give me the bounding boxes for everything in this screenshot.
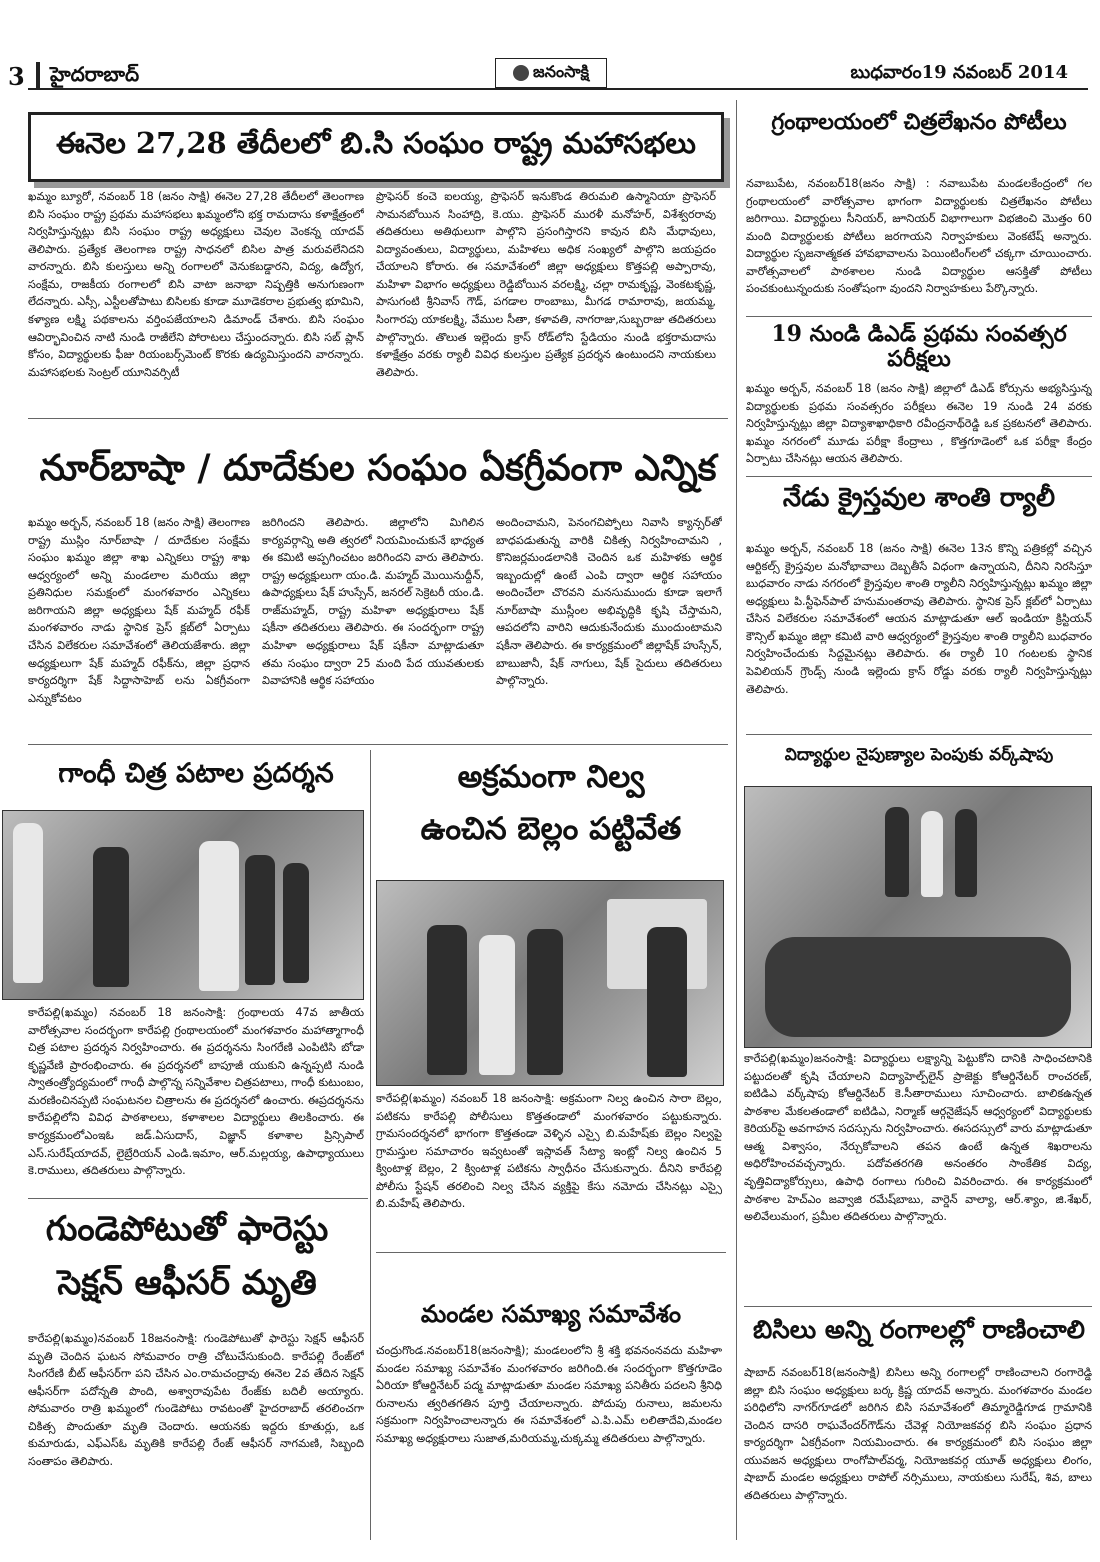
article-bc-all-body: షాబాద్ నవంబర్18(జనంసాక్షి) బిసిలు అన్ని రంగాలల్లో రాణించాలని రంగారెడ్డి జిల్లా బిసి సంఘం అధ్యక్షులు బర్క క్రిష్ణ యాదవ్ అన్నారు. మంగళవారం మండల పరిధిలోని నాగర్‌గూడలో జరిగిన బిసి సమావేశంలో తిమ్మారెడ్డిగూడ గ్రామానికి చెందిన దాసరి రాఘవేందర్‌గౌడ్‌ను చేవెళ్ల నియోజకవర్గ బిసి సంఘం ప్రధాన కార్యదర్శిగా ఏకగ్రీవంగా నియమించారు. ఈ కార్యక్రమంలో బిసి సంఘం జిల్లా యువజన అధ్యక్షులు రాంగోపాల్‌వర్మ, నియోజకవర్గ యూత్ అధ్యక్షులు లింగం, షాబాద్ మండల అధ్యక్షులు రాపోల్ నర్సిములు, నాయకులు సురేష్, శివ, బాలు తదితరులు పాల్గొన్నారు. (744, 1366, 1092, 1503)
article-bc-sabha-col1: ఖమ్మం బ్యూరో, నవంబర్ 18 (జనం సాక్షి) ఈనెల 27,28 తేదీలలో తెలంగాణ బిసి సంఘం రాష్ట్ర ప్రథమ మహాసభలు ఖమ్మంలోని భక్త రామదాసు కళాక్షేత్రంలో నిర్వహిస్తున్నట్లు బిసి సంఘం రాష్ట్ర అధ్యక్షులు చెవుల వెంకన్న యాదవ్ తెలిపారు. ప్రత్యేక తెలంగాణ రాష్ట్ర సాధనలో బిసిల పాత్ర మరువలేనిదని వారన్నారు. బిసి కులస్తులు అన్ని రంగాలలో వెనుకబడ్డారని, విద్య, ఉద్యోగ, సంక్షేమ, రాజకీయ రంగాలలో బిసి వాటా జనాభా నిష్పత్తికి అనుగుణంగా లేదన్నారు. ఎస్సీ, ఎస్టీలతోపాటు బిసిలకు కూడా మూడెకరాల ప్రభుత్వ భూమిని, కళ్యాణ లక్ష్మి పథకాలను వర్తింపజేయాలని డిమాండ్ చేశారు. బిసి సంఘం ఆవిర్భావించిన నాటి నుండి రాజీలేని పోరాటలు చేస్తుందన్నారు. బిసి సబ్ ప్లాన్ కోసం, విద్యార్థులకు ఫీజు రియంబర్స్‌మెంట్ కొరకు ఉద్యమిస్తుందని వారన్నారు. మహాసభలకు సెంట్రల్ యూనివర్సిటీ (28, 190, 364, 379)
column-divider (370, 750, 371, 1540)
headline-library: గ్రంథాలయంలో చిత్రలేఖనం పోటీలు (771, 109, 1067, 135)
photo-person (93, 847, 129, 987)
headline-gandhi-exhibition: గాంధీ చిత్ర పటాల ప్రదర్శన (58, 758, 334, 789)
article-library-body: నవాబుపేట, నవంబర్18(జనం సాక్షి) : నవాబుపేట మండలకేంద్రంలో గల గ్రంథాలయంలో వారోత్సవాల భాగంగా విద్యార్థులకు చిత్రలేఖనం పోటీలు జరిగాయి. విద్యార్థులు సీనియర్, జూనియర్ విభాగాలుగా విభజించి మొత్తం 60 మంది విద్యార్థులకు పోటీలు జరగాయని నిర్వాహకులు వెంకటేష్ అన్నారు. విద్యార్థుల సృజనాత్మకత హావభావాలను పెయింటింగ్‌లలో చక్కగా చూయించారు. వారోత్సవాలలో పాఠశాలల నుండి విద్యార్థుల ఆసక్తితో పోటీలు పంచకుంటున్నందుకు సంతోషంగా వుందని నిర్వాహకులు పేర్కొన్నారు. (746, 177, 1092, 296)
article-mandal-body: చంద్రుగొండ.నవంబర్18(జనంసాక్షి); మండలంలోని శ్రీ శక్తి భవనంనవదు మహిళా మండల సమాఖ్య సమావేశం మంగళవారం జరిగింది.ఈ సందర్భంగా కొత్తగూడెం ఏరియా కోఆర్డినేటర్ పద్మ మాట్లాడుతూ మండల సమాఖ్య పనితీరు పదలని శ్రీనిధి రునాలను త్వరితగతిన పూర్తి చేయాలన్నారు. పోదుపు రునాలు, జమలను సక్రమంగా నిర్వహించాలన్నారు ఈ సమావేశంలో ఎ.పి.ఎమ్ లలితాదేవి,మండల సమాఖ్య అధ్యక్షురాలు సుజాత,మరియమ్మ,చుక్కమ్మ తదితరులు పాల్గొన్నారు. (376, 1344, 722, 1445)
divider (28, 1198, 368, 1199)
article-workshop-body: కారేపల్లి(ఖమ్మం)జనంసాక్షి: విద్యార్థులు లక్ష్యాన్ని పెట్టుకోని దానికి సాధించటానికి పట్టుదలతో కృషి చేయాలని విద్యాహెల్ప్‌లైన్ ప్రాజెక్టు కోఆర్డినేటర్ రాంచరణ్, ఐటిడిఎ వర్క్‌షాపు కోఆర్డినేటర్ కె.సీతారాములు సూచించారు. బాలికఉన్నత పాఠశాల మేకలతండాలో ఐటిడిఎ, నిర్మాణ్ ఆర్గనైజేషన్ ఆధ్వర్యంలో విద్యార్థులకు కెరియర్‌పై అవగాహన సదస్సును నిర్వహించారు. ఈసదస్సులో వారు మాట్లాడుతూ ఆత్మ విశ్వాసం, నేర్చుకోవాలని తపన ఉంటే ఉన్నత శిఖరాలను అధిరోహించవచ్చన్నారు. పదోవతరగతి అనంతరం సాంకేతిక విద్య, వృత్తివిద్యాకోర్సులు, ఉపాధి రంగాలు గురించి వివరించారు. ఈ కార్యక్రమంలో పాఠశాల హెచ్‌ఎం జవ్వాజి రమేష్‌బాబు, వార్డెన్ వాల్యా, ఆర్.శ్యాం, జి.శేఖర్, అలివేలుమంగ, ప్రమీల తదితరులు పాల్గొన్నారు. (744, 1052, 1092, 1224)
photo-jaggery-seizure (376, 880, 724, 1086)
article-ded-body: ఖమ్మం అర్బన్, నవంబర్ 18 (జనం సాక్షి) జిల్లాలో డిఎడ్ కోర్సును అభ్యసిస్తున్న విద్యార్థులకు ప్రథమ సంవత్సరం పరీక్షలు ఈనెల 19 నుండి 24 వరకు నిర్వహిస్తున్నట్లు జిల్లా విద్యాశాఖాధికారి రవీంద్రనాథ్‌రెడ్డి ఒక ప్రకటనలో తెలిపారు. ఖమ్మం నగరంలో మూడు పరీక్షా కేంద్రాలు , కొత్తగూడెంలో ఒక పరీక్షా కేంద్రం ఏర్పాటు చేసినట్లు ఆయన తెలిపారు. (746, 382, 1092, 466)
article-jaggery-body: కారేపల్లి(ఖమ్మం) నవంబర్ 18 జనంసాక్షి: అక్రమంగా నిల్వ ఉంచిన సారా బెల్లం, పటికను కారేపల్లి పోలీసులు కొత్తతండాలో మంగళవారం పట్టుకున్నారు. గ్రామసందర్శనలో భాగంగా కొత్తతండా వెళ్ళిన ఎస్సై బి.మహేష్‌కు బెల్లం నిల్వపై గ్రామస్తుల సమాచారం ఇవ్వటంతో ఇస్లావత్ సేట్యా ఇంట్లో నిల్వ ఉంచిన 5 క్వింటాళ్ల బెల్లం, 2 క్వింటాళ్ల పటికను స్వాధీనం చేసుకున్నారు. దీనిని కారేపల్లి పోలీసు స్టేషన్ తరలించి నిల్వ చేసిన వ్యక్తిపై కేసు నమోదు చేసినట్లు ఎస్సై బి.మహేష్ తెలిపారు. (376, 1092, 722, 1211)
photo-person (427, 925, 467, 1075)
headline-workshop: విద్యార్థుల నైపుణ్యాల పెంపుకు వర్క్‌షాపు (784, 745, 1054, 765)
divider (746, 734, 1092, 735)
headline-bc-all-fields: బిసిలు అన్ని రంగాలల్లో రాణించాలి (752, 1315, 1085, 1344)
photo-person (885, 807, 909, 897)
header-rule (28, 88, 1088, 90)
headline-christian-rally: నేడు క్రైస్తవుల శాంతి ర్యాలీ (782, 483, 1056, 513)
headline-bc-sabha: ఈనెల 27,28 తేదీలలో బి.సి సంఘం రాష్ట్ర మహాసభలు (28, 112, 724, 182)
edition-city: హైదరాబాద్ (50, 62, 140, 86)
article-noorbasha-col3: అందించామని, పెనంగచిప్పోలు నివాసి క్యాన్సర్‌తో బాధపడుతున్న వారికి చికిత్స నిర్వహించామని , కొనిజర్లమండలానికి చెందిన ఒక మహిళకు ఆర్థిక ఇబ్బందుల్లో ఉంటే ఎంపి ద్వారా ఆర్థిక సహాయం అందించేలా చొరవని మనసుముందు కూడా ఇలాగే నూర్‌బాషా ముస్లీంల అభివృద్ధికి కృషి చేస్తామని, ఆపదలోని వారిని ఆదుకునేందుకు ముందుంటామని షకీనా తెలిపారు. ఈ కార్యక్రమంలో జిల్లాషేక్ హుస్సేన్, బాబుజానీ, షేక్ నాగులు, షేక్ సైదులు తదితరులు పాల్గొన్నారు. (496, 516, 722, 688)
divider (746, 476, 1092, 477)
photo-person (647, 927, 687, 1077)
photo-person (245, 855, 275, 985)
photo-workshop (744, 786, 1092, 1048)
column-divider (736, 100, 737, 1540)
masthead-logo (495, 58, 607, 88)
article-forest-body: కారేపల్లి(ఖమ్మం)నవంబర్ 18జనంసాక్షి: గుండెపోటుతో ఫారెస్టు సెక్షన్ ఆఫీసర్ మృతి చెందిన ఘటన సోమవారం రాత్రి చోటుచేసుకుంది. కారేపల్లి రేంజ్‌లో సింగరేణి బీట్ ఆఫీసర్‌గా పని చేసిన ఎం.రామచంద్రావు ఈనెల 2వ తేదిన సెక్షన్ ఆఫీసర్‌గా పదోన్నతి పొంది, అశ్వారావుపేట రేంజ్‌కు బదిలీ అయ్యారు. సోమవారం రాత్రి ఖమ్మంలో గుండెపోటు రావటంతో హైదరాబాద్ తరలించగా చికిత్స పొందుతూ మృతి చెందారు. ఆయనకు ఇద్దరు కూతుర్లు, ఒక కుమారుడు, ఎఫ్‌ఎస్‌ఓ మృతికి కారేపల్లి రేంజ్ ఆఫీసర్ నాగమణి, సిబ్బంది సంతాపం తెలిపారు. (28, 1332, 364, 1469)
article-noorbasha-col1: ఖమ్మం అర్బన్, నవంబర్ 18 (జనం సాక్షి) తెలంగాణ రాష్ట్ర ముస్లిం నూర్‌బాషా / దూదేకుల సంక్షేమ సంఘం ఖమ్మం జిల్లా శాఖ ఎన్నికలు రాష్ట్ర శాఖ ఆధ్వర్యంలో అన్ని మండలాల మరియు జిల్లా ప్రతినిధుల సమక్షంలో మంగళవారం ఎన్నికలు జరిగాయని జిల్లా అధ్యక్షులు షేక్ మహ్మద్ రఫీక్ మంగళవారం నాడు స్థానిక ప్రెస్ క్లబ్‌లో ఏర్పాటు చేసిన విలేకరుల సమావేశంలో తెలియజేశారు. జిల్లా అధ్యక్షులుగా షేక్ మహ్మద్ రఫీక్‌ను, జిల్లా ప్రధాన కార్యదర్శిగా షేక్ సిద్దాసాహెబ్ లను ఏకగ్రీవంగా ఎన్నుకోవటం (28, 516, 250, 705)
page-number-divider (36, 62, 40, 90)
photo-gandhi-exhibition (2, 810, 364, 1000)
divider (746, 316, 1092, 317)
photo-person (921, 811, 943, 897)
headline-ded-exams: 19 నుండి డిఎడ్ ప్రథమ సంవత్సర పరీక్షలు (771, 321, 1067, 373)
headline-forest-line2: సెక్షన్ ఆఫీసర్ మృతి (57, 1263, 317, 1303)
headline-mandal-meeting: మండల సమాఖ్య సమావేశం (420, 1299, 682, 1328)
article-noorbasha-col2: జరిగిందని తెలిపారు. జిల్లాలోని మిగిలిన కార్యవర్గాన్ని అతి త్వరలో నియమించుకునే భాధ్యత ఈ కమిటి అప్పగించటం జరిగిందని వారు తెలిపారు. రాష్ట్ర అధ్యక్షులుగా యం.డి. మహ్మద్ మొయినుద్దీన్, ఉపాధ్యక్షులు షేక్ హుస్సేన్, జనరల్ సెక్రెటరీ యం.డి. రాజ్‌మహ్మద్, రాష్ట్ర మహిళా అధ్యక్షురాలు షేక్ షకీనా తదితరులు తెలిపారు. ఈ సందర్భంగా రాష్ట్ర మహిళా అధ్యక్షురాలు షేక్ షకీనా మాట్లాడుతూ తమ సంఘం ద్వారా 25 మంది పేద యువతులకు వివాహానికి ఆర్థిక సహాయం (262, 516, 484, 688)
photo-person (955, 809, 977, 897)
photo-person (527, 929, 563, 1075)
divider (376, 1252, 726, 1253)
divider (28, 418, 728, 419)
headline-forest-line1: గుండెపోటుతో ఫారెస్టు (45, 1209, 329, 1249)
divider (744, 1306, 1092, 1307)
photo-person (199, 841, 239, 991)
divider (28, 744, 728, 745)
article-gandhi-body: కారేపల్లి(ఖమ్మం) నవంబర్ 18 జనంసాక్షి: గ్రంథాలయ 47వ జాతీయ వారోత్సవాల సందర్భంగా కారేపల్లి గ్రంథాలయంలో మంగళవారం మహాత్మాగాంధీ చిత్ర పటాల ప్రదర్శన నిర్వహించారు. ఈ ప్రదర్శనను సింగరేణి ఎంపిటిసి బోడా కృష్ణవేణి ప్రారంభించారు. ఈ ప్రదర్శనలో బాపూజీ యుకుని ఉన్నప్పటి నుండి స్వాతంత్ర్యోద్యమంలో గాంధీ పాల్గొన్న సన్నివేశాల చిత్రపటాలు, గాంధీ కుటుంబం, మరణించినప్పటి సంఘటనల చిత్రాలను ఈ ప్రదర్శనలో ఉంచారు. ఈప్రదర్శనను కారేపల్లిలోని వివిధ పాఠశాలలు, కళాశాలల విద్యార్థులు తిలకించారు. ఈ కార్యక్రమంలోఎంఇఓ జడ్.ఏసుదాస్, విజ్ఞాన్ కళాశాల ప్రిన్సిపాల్ ఎస్.సురేష్‌యాదవ్, లైబ్రేరియన్ ఎండి.ఇమాం, ఆర్.మల్లయ్య, ఉపాధ్యాయులు కె.రాములు, తదితరులు పాల్గొన్నారు. (28, 1006, 364, 1178)
photo-person (13, 823, 43, 983)
article-bc-sabha-col2: ప్రొఫెసర్ కంచె ఐలయ్య, ప్రొఫెసర్ ఇనుకొండ తిరుమలి ఉస్మానియా ప్రొఫెసర్ సామనబోయిన సింహాద్రి, కె.యు. ప్రొఫెసర్ మురళీ మనోహర్, విశేశ్వరరావు తదితరులు అతిథులుగా పాల్గొని ప్రసంగిస్తారని కావున బిసి మేధావులు, విద్యావంతులు, విద్యార్థులు, మహిళలు అధిక సంఖ్యలో పాల్గొని జయప్రదం చేయాలని కోరారు. ఈ సమావేశంలో జిల్లా అధ్యక్షులు కొత్తపల్లి అప్పారావు, మహిళా విభాగం అధ్యక్షులు రెడ్డిబోయిన వరలక్ష్మి, చల్లా రామకృష్ణ, వెంకటకృష్ణ, పాసుగంటి శ్రీనివాస్ గౌడ్, పగడాల రాంబాబు, మీగడ రామారావు, జయమ్మ, సింగారపు యాకలక్ష్మి, వేముల సీతా, కళావతి, నాగరాజు,సుబ్బరాజు తదితరులు పాల్గొన్నారు. తొలుత ఇల్లెందు క్రాస్ రోడ్‌లోని స్టేడియం నుండి భక్తరామదాసు కళాక్షేత్రం వరకు ర్యాలీ వివిధ కులస్తుల ప్రత్యేక ప్రదర్శన ఉంటుందని నాయకులు తెలిపారు. (376, 190, 716, 379)
page-number: 3 (8, 62, 25, 91)
photo-person (283, 863, 309, 983)
headline-jaggery-line2: ఉంచిన బెల్లం పట్టివేత (420, 811, 682, 847)
issue-date: బుధవారం19 నవంబర్ 2014 (850, 62, 1068, 83)
photo-person (479, 935, 515, 1075)
photo-audience (765, 937, 1071, 1037)
logo-text: జనంసాక్షి (533, 61, 589, 81)
article-christian-body: ఖమ్మం అర్బన్, నవంబర్ 18 (జనం సాక్షి) ఈనెల 13న కొన్ని పత్రికల్లో వచ్చిన ఆర్టికల్స్ క్రైస్తవుల మనోభావాలు దెబ్బతీసే విధంగా ఉన్నాయని, దీనిని నిరసిస్తూ బుధవారం నాడు నగరంలో క్రైస్తవుల శాంతి ర్యాలీని నిర్వహిస్తున్నట్లు ఖమ్మం జిల్లా అధ్యక్షులు పి.స్టీఫెన్‌పాల్ హనుమంతరావు తెలిపారు. స్థానిక ప్రెస్ క్లబ్‌లో ఏర్పాటు చేసిన విలేకరుల సమావేశంలో ఆయన మాట్లాడుతూ ఆల్ ఇండియా క్రిస్టియన్ కౌన్సిల్ ఖమ్మం జిల్లా కమిటి వారి ఆధ్వర్యంలో క్రైస్తవుల శాంతి ర్యాలీని బుధవారం నిర్వహించేందుకు సిద్దమైనట్లు తెలిపారు. ఈ ర్యాలీ 10 గంటలకు స్థానిక పెవిలియన్ గ్రౌండ్స్ నుండి ఇల్లెందు క్రాస్ రోడ్డు వరకు ర్యాలీ నిర్వహిస్తున్నట్లు తెలిపారు. (746, 542, 1092, 696)
headline-jaggery-line1: అక్రమంగా నిల్వ (457, 759, 645, 795)
logo-emblem-icon (513, 65, 529, 81)
headline-noorbasha: నూర్‌బాషా / దూదేకుల సంఘం ఏకగ్రీవంగా ఎన్నిక (39, 447, 717, 489)
